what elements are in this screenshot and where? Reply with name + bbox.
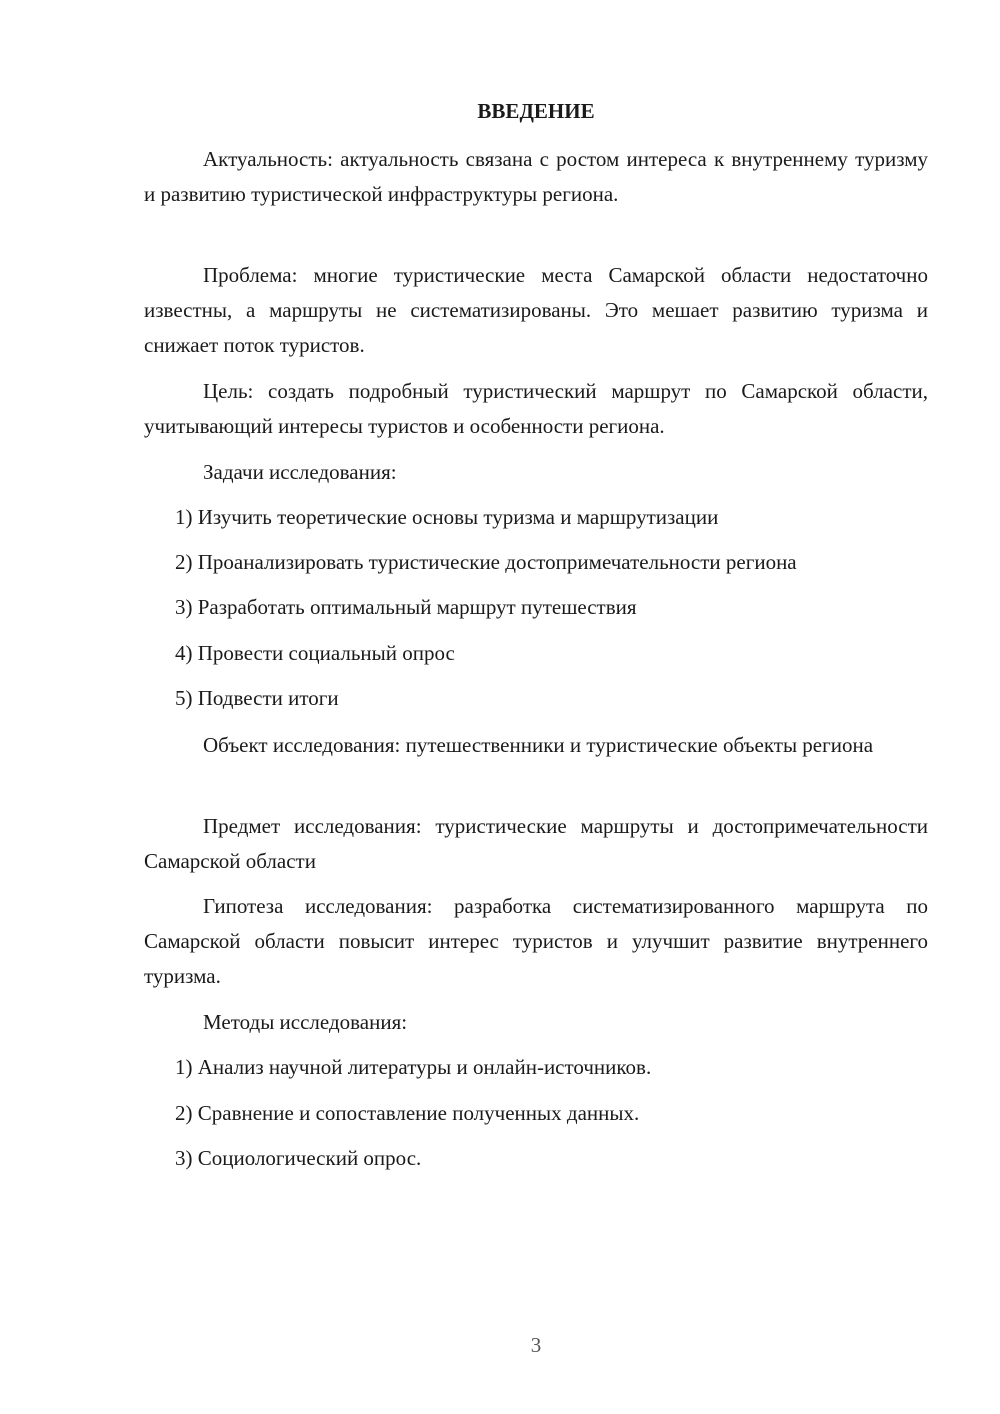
paragraph-hypothesis: Гипотеза исследования: разработка систематизированного маршрута по Самарской области повысит интерес туристов и улучшит развитие внутреннего туризма. xyxy=(144,894,928,988)
task-item: 5) Подвести итоги xyxy=(175,686,339,710)
method-item: 3) Социологический опрос. xyxy=(175,1146,422,1170)
paragraph-goal: Цель: создать подробный туристический маршрут по Самарской области, учитывающий интересы туристов и особенности региона. xyxy=(144,379,928,438)
task-item: 1) Изучить теоретические основы туризма и маршрутизации xyxy=(175,505,719,529)
document-page xyxy=(144,0,928,1414)
paragraph-object: Объект исследования: путешественники и туристические объекты региона xyxy=(203,733,874,757)
paragraph-relevance: Актуальность: актуальность связана с ростом интереса к внутреннему туризму и развитию туристической инфраструктуры региона. xyxy=(144,147,928,206)
section-heading: ВВЕДЕНИЕ xyxy=(477,99,595,123)
task-item: 4) Провести социальный опрос xyxy=(175,641,455,665)
method-item: 1) Анализ научной литературы и онлайн-источников. xyxy=(175,1055,652,1079)
methods-title: Методы исследования: xyxy=(203,1010,408,1034)
task-item: 3) Разработать оптимальный маршрут путешествия xyxy=(175,595,637,619)
task-item: 2) Проанализировать туристические достопримечательности региона xyxy=(175,550,797,574)
page-number: 3 xyxy=(530,1333,542,1357)
paragraph-subject: Предмет исследования: туристические маршруты и достопримечательности Самарской области xyxy=(144,814,928,873)
paragraph-problem: Проблема: многие туристические места Самарской области недостаточно известны, а маршруты не систематизированы. Это мешает развитию туризма и снижает поток туристов. xyxy=(144,263,928,357)
method-item: 2) Сравнение и сопоставление полученных данных. xyxy=(175,1101,640,1125)
tasks-title: Задачи исследования: xyxy=(203,460,397,484)
